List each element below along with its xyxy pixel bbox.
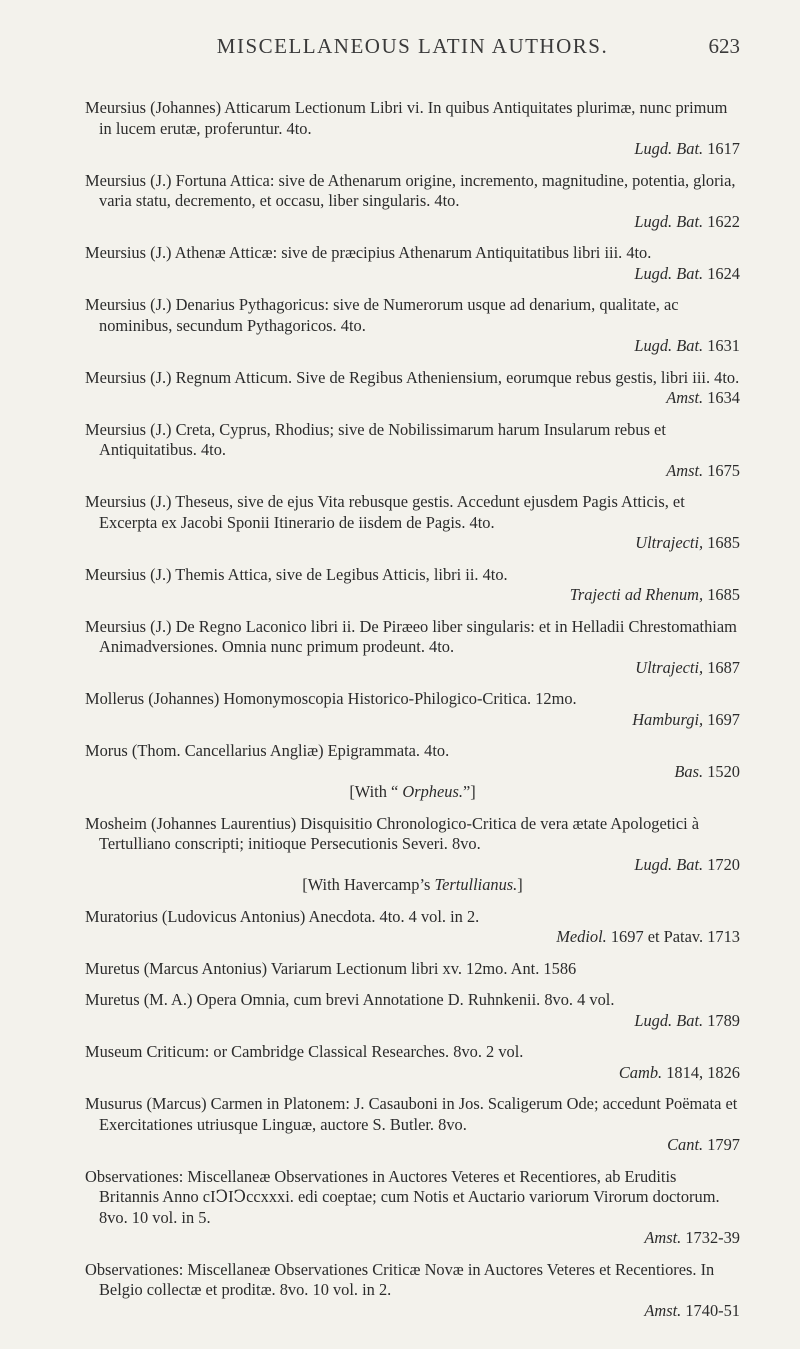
catalog-entry: [85, 1260, 740, 1322]
entry-year: 1617: [707, 139, 740, 158]
entry-imprint-line: [85, 585, 740, 606]
entry-year: 1789: [707, 1010, 740, 1030]
entry-text: Meursius (J.) Athenæ Atticæ: sive de præcipius Athenarum Antiquitatibus libri iii. 4to.: [85, 243, 652, 262]
entry-year: 1520: [707, 761, 740, 781]
entry-year: 1720: [707, 854, 740, 874]
entry-imprint-line: [85, 336, 740, 357]
entry-text: Meursius (J.) De Regno Laconico libri ii. De Piræeo liber singularis: et in Helladii Chrestomathiam Animadversiones. Omnia nunc primum prodeunt. 4to.: [85, 616, 737, 656]
entry-imprint: Ultrajecti,: [635, 533, 704, 552]
entry-text: Morus (Thom. Cancellarius Angliæ) Epigrammata. 4to.: [85, 741, 450, 760]
catalog-entry: [85, 368, 740, 409]
entry-imprint-line: [85, 139, 740, 160]
running-head: [85, 34, 740, 74]
entry-note: [85, 782, 740, 803]
catalog-entry: [85, 1167, 740, 1249]
entry-year: 1624: [707, 263, 740, 283]
catalog-entry: [85, 565, 740, 606]
entry-imprint: Trajecti ad Rhenum,: [569, 585, 704, 604]
catalog-entry: [85, 741, 740, 803]
entry-text: Meursius (J.) Regnum Atticum. Sive de Regibus Atheniensium, eorumque rebus gestis, libri iii. 4to.: [85, 367, 740, 387]
entry-imprint-line: [85, 1301, 740, 1322]
catalog-entry: [85, 295, 740, 357]
entry-imprint: Lugd. Bat.: [634, 263, 704, 283]
entry-year: 1685: [707, 585, 740, 604]
entry-text: Meursius (J.) Themis Attica, sive de Legibus Atticis, libri ii. 4to.: [85, 564, 508, 584]
entry-text: Meursius (Johannes) Atticarum Lectionum Libri vi. In quibus Antiquitates plurimæ, nunc primum in lucem erutæ, proferuntur. 4to.: [85, 98, 728, 138]
entry-imprint-line: [85, 264, 740, 285]
entry-imprint-line: [85, 212, 740, 233]
catalog-entry: [85, 814, 740, 896]
entry-year: 1697 et Patav. 1713: [610, 927, 740, 946]
entry-note: [85, 875, 740, 896]
entry-imprint: Lugd. Bat.: [634, 139, 704, 158]
entry-year: 1697: [707, 709, 740, 729]
entry-imprint: Bas.: [674, 761, 704, 781]
catalog-entry: [85, 420, 740, 482]
entry-imprint: Amst.: [666, 388, 704, 407]
entry-text: Observationes: Miscellaneæ Observationes Criticæ Novæ in Auctores Veteres et Recentiores. In Belgio collectæ et proditæ. 8vo. 10 vol. in 2.: [85, 1259, 715, 1299]
entry-text: Meursius (J.) Creta, Cyprus, Rhodius; sive de Nobilissimarum harum Insularum rebus et Antiquitatibus. 4to.: [85, 419, 666, 459]
entry-imprint-line: [85, 762, 740, 783]
entry-imprint-line: [85, 658, 740, 679]
catalog-entry: [85, 1094, 740, 1156]
entry-imprint: Hamburgi,: [632, 709, 704, 729]
entry-text: Meursius (J.) Theseus, sive de ejus Vita rebusque gestis. Accedunt ejusdem Pagis Atticis, et Excerpta ex Jacobi Sponii Itinerario de iisdem de Pagis. 4to.: [85, 492, 685, 532]
catalog-entry: [85, 990, 740, 1031]
entry-note-prefix: [With “: [349, 782, 403, 801]
entry-imprint-line: [85, 388, 740, 409]
entry-note-suffix: ”]: [462, 782, 476, 801]
entry-text: Musurus (Marcus) Carmen in Platonem: J. Casauboni in Jos. Scaligerum Ode; accedunt Poëmata et Exercitationes utriusque Linguæ, auctore S. Butler. 8vo.: [85, 1094, 738, 1134]
entry-imprint-line: [85, 1063, 740, 1084]
entry-year: 1797: [707, 1135, 740, 1154]
entry-imprint-line: [85, 1228, 740, 1249]
entry-imprint: Amst.: [644, 1228, 682, 1247]
entry-year: 1675: [707, 460, 740, 480]
entry-list: [85, 98, 740, 1321]
entry-imprint: Lugd. Bat.: [634, 336, 704, 355]
page-number: 623: [708, 34, 740, 58]
header-title: MISCELLANEOUS LATIN AUTHORS.: [216, 34, 609, 58]
catalog-entry: [85, 1042, 740, 1083]
entry-imprint: Lugd. Bat.: [634, 1010, 704, 1030]
catalog-entry: [85, 617, 740, 679]
catalog-entry: [85, 689, 740, 730]
entry-imprint-line: [85, 1011, 740, 1032]
entry-imprint: Lugd. Bat.: [634, 854, 704, 874]
entry-year: 1740-51: [685, 1300, 740, 1320]
entry-text: Museum Criticum: or Cambridge Classical Researches. 8vo. 2 vol.: [85, 1042, 524, 1061]
entry-year: 1732-39: [685, 1228, 740, 1247]
catalog-entry: [85, 492, 740, 554]
entry-imprint: Mediol.: [556, 927, 607, 946]
entry-year: 1631: [707, 336, 740, 355]
entry-imprint: Ultrajecti,: [635, 657, 704, 677]
entry-imprint-line: [85, 533, 740, 554]
entry-year: 1685: [707, 533, 740, 552]
catalog-entry: [85, 171, 740, 233]
entry-text: Muretus (Marcus Antonius) Variarum Lectionum libri xv. 12mo. Ant. 1586: [85, 958, 577, 978]
entry-text: Muretus (M. A.) Opera Omnia, cum brevi Annotatione D. Ruhnkenii. 8vo. 4 vol.: [85, 990, 615, 1009]
entry-note-suffix: ]: [517, 875, 523, 894]
entry-text: Mosheim (Johannes Laurentius) Disquisitio Chronologico-Critica de vera ætate Apologetici à Tertulliano conscripti; initioque Persecutionis Severi. 8vo.: [85, 813, 700, 853]
entry-year: 1634: [707, 388, 740, 407]
catalog-entry: [85, 907, 740, 948]
entry-imprint: Camb.: [618, 1062, 663, 1082]
entry-year: 1622: [707, 211, 740, 231]
entry-imprint: Amst.: [666, 460, 704, 480]
entry-text: Meursius (J.) Denarius Pythagoricus: sive de Numerorum usque ad denarium, qualitate, ac nominibus, secundum Pythagoricos. 4to.: [85, 295, 679, 335]
entry-note-prefix: [With Havercamp’s: [302, 875, 435, 894]
entry-imprint: Amst.: [644, 1300, 682, 1320]
entry-imprint-line: [85, 461, 740, 482]
catalog-entry: [85, 243, 740, 284]
entry-imprint-line: [85, 927, 740, 948]
entry-imprint: Lugd. Bat.: [634, 211, 704, 231]
entry-year: 1687: [707, 657, 740, 677]
entry-imprint-line: [85, 1135, 740, 1156]
entry-text: Muratorius (Ludovicus Antonius) Anecdota. 4to. 4 vol. in 2.: [85, 906, 480, 926]
page: [0, 34, 800, 1349]
entry-note-title: Tertullianus.: [434, 875, 518, 894]
entry-imprint: Cant.: [667, 1135, 704, 1154]
entry-text: Mollerus (Johannes) Homonymoscopia Historico-Philogico-Critica. 12mo.: [85, 689, 577, 708]
entry-text: Meursius (J.) Fortuna Attica: sive de Athenarum origine, incremento, magnitudine, potentia, gloria, varia statu, decremento, et occasu, liber singularis. 4to.: [85, 170, 736, 210]
entry-imprint-line: [85, 855, 740, 876]
entry-imprint-line: [85, 710, 740, 731]
entry-note-title: Orpheus.: [402, 782, 463, 801]
entry-year: 1814, 1826: [666, 1062, 740, 1082]
entry-text: Observationes: Miscellaneæ Observationes in Auctores Veteres et Recentiores, ab Eruditis Britannis Anno cIↃIↃccxxxi. edi coeptae; cum Notis et Auctario variorum Virorum doctorum. 8vo. 10 vol. in 5.: [85, 1166, 720, 1227]
catalog-entry: [85, 959, 740, 980]
catalog-entry: [85, 98, 740, 160]
